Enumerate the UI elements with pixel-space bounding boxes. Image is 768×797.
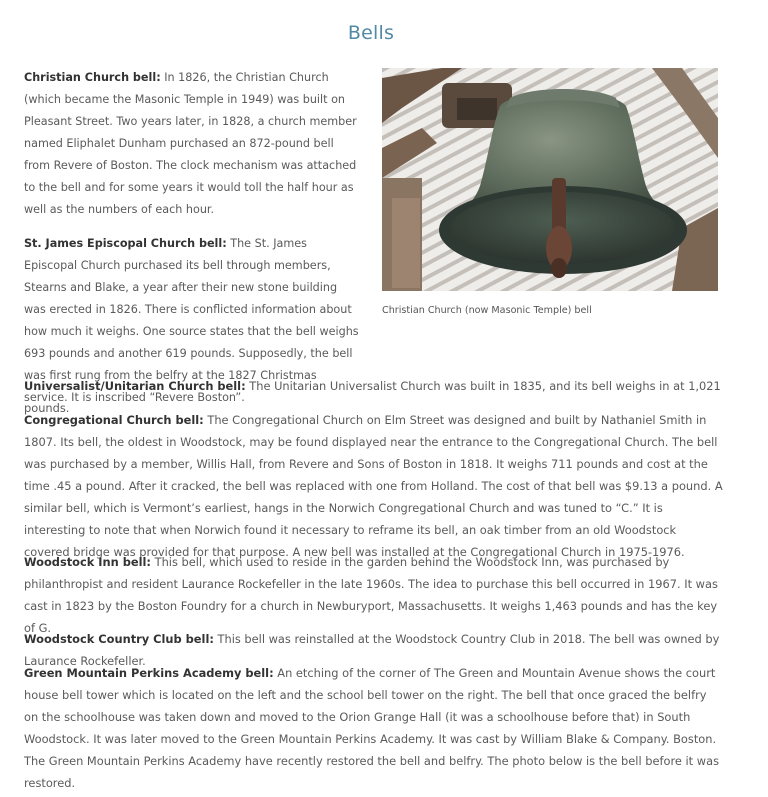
section-body: This bell, which used to reside in the garden behind the Woodstock Inn, was purchased by philanthropist and resident Laurance Rockefeller in the late 1960s. The idea to purchase this bell occurred in 1967. It was cast in 1823 by the Boston Foundry for a church in Newburyport, Massachusetts. It weighs 1,463 pounds and has the key of G.: [24, 555, 718, 635]
section-body: The Unitarian Universalist Church was built in 1835, and its bell weighs in at 1,021 pounds.: [24, 379, 721, 415]
section-congregational: [24, 409, 724, 563]
bell-photo[interactable]: [382, 68, 718, 291]
section-body: The Congregational Church on Elm Street was designed and built by Nathaniel Smith in 1807. Its bell, the oldest in Woodstock, may be found displayed near the entrance to the Congregational Church. The bell was purchased by a member, Willis Hall, from Revere and Sons of Boston in 1818. It weighs 711 pounds and cost at the time .45 a pound. After it cracked, the bell was replaced with one from Holland. The cost of that bell was $9.13 a pound. A similar bell, which is Vermont’s earliest, hangs in the Norwich Congregational Church and was tuned to “C.” It is interesting to note that when Norwich found it necessary to reframe its bell, an oak timber from an old Woodstock covered bridge was provided for that purpose. A new bell was installed at the Congregational Church in 1975-1976.: [24, 413, 723, 559]
section-perkins-academy: [24, 662, 724, 794]
section-woodstock-inn: [24, 551, 724, 639]
section-body: This bell was reinstalled at the Woodstock Country Club in 2018. The bell was owned by Laurance Rockefeller.: [24, 632, 720, 668]
section-heading: Universalist/Unitarian Church bell:: [24, 379, 246, 393]
section-heading: St. James Episcopal Church bell:: [24, 237, 227, 250]
section-christian-church: [24, 67, 359, 221]
section-heading: Congregational Church bell:: [24, 413, 204, 427]
section-body: In 1826, the Christian Church (which became the Masonic Temple in 1949) was built on Pleasant Street. Two years later, in 1828, a church member named Eliphalet Dunham purchased an 872-pound bell from Revere of Boston. The clock mechanism was attached to the bell and for some years it would toll the half hour as well as the numbers of each hour.: [24, 71, 357, 216]
left-column: [24, 67, 359, 409]
section-heading: Green Mountain Perkins Academy bell:: [24, 666, 274, 680]
page-title: Bells: [347, 22, 395, 44]
bell-figure: [382, 68, 718, 316]
photo-caption: Christian Church (now Masonic Temple) bell: [382, 305, 592, 316]
section-heading: Christian Church bell:: [24, 71, 161, 84]
section-heading: Woodstock Inn bell:: [24, 555, 151, 569]
section-body: An etching of the corner of The Green and Mountain Avenue shows the court house bell tower which is located on the left and the school bell tower on the right. The bell that once graced the belfry on the schoolhouse was taken down and moved to the Orion Grange Hall (it was a schoolhouse before that) in South Woodstock. It was later moved to the Green Mountain Perkins Academy. It was cast by William Blake & Company. Boston. The Green Mountain Perkins Academy have recently restored the bell and belfry. The photo below is the bell before it was restored.: [24, 666, 719, 790]
section-heading: Woodstock Country Club bell:: [24, 632, 214, 646]
section-body: The St. James Episcopal Church purchased its bell through members, Stearns and Blake, a year after their new stone building was erected in 1826. There is conflicted information about how much it weighs. One source states that the bell weighs 693 pounds and another 619 pounds. Supposedly, the bell was first rung from the belfry at the 1827 Christmas service. It is inscribed “Revere Boston”.: [24, 237, 359, 404]
